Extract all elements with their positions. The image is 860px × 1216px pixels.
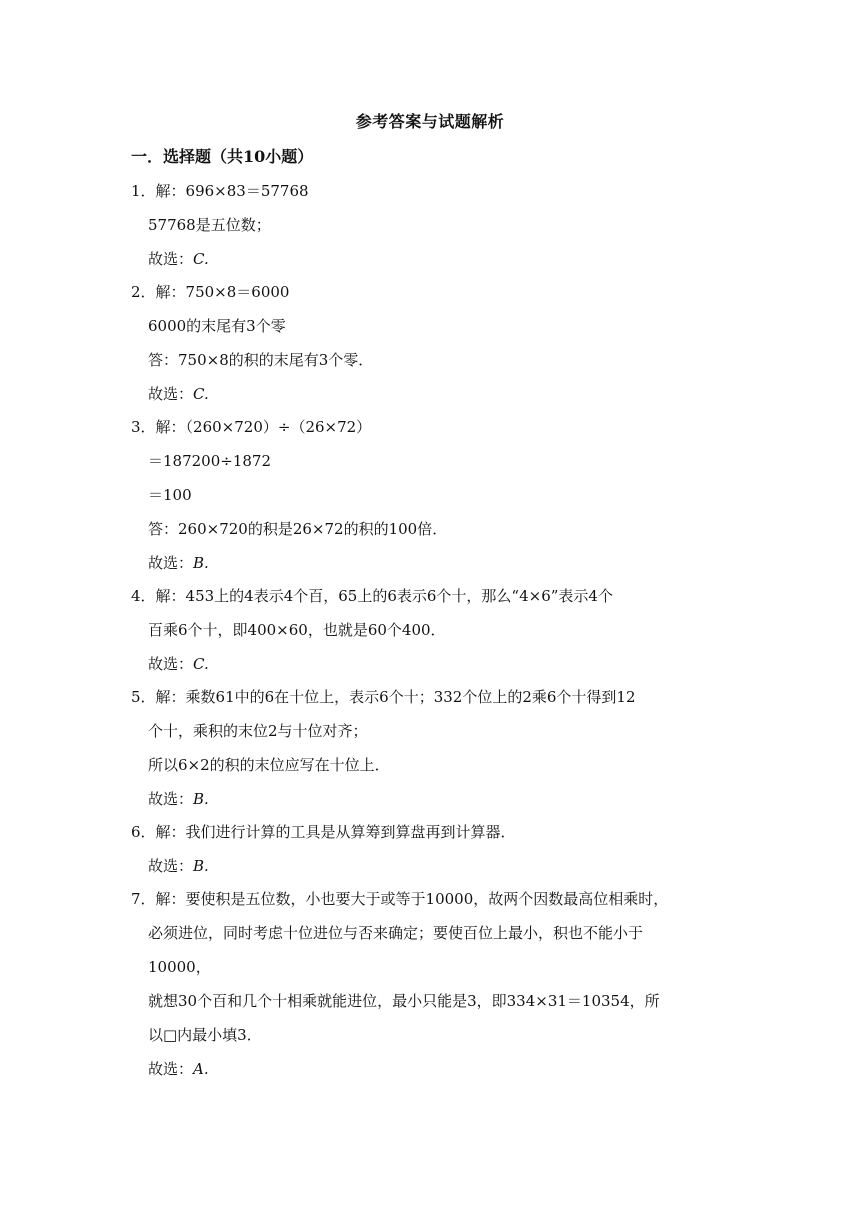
answer-3-line-4: 答：260×720的积是26×72的积的100倍．	[148, 520, 448, 538]
answer-6-line-1: 6．解：我们进行计算的工具是从算筹到算盘再到计算器．	[131, 823, 516, 841]
choice-letter: B.	[193, 790, 209, 808]
choice-prefix: 故选：	[148, 790, 194, 808]
answer-7-choice	[148, 1058, 209, 1080]
answer-3-line-3: ＝100	[148, 486, 192, 504]
answer-3-line-1: 3．解：（260×720）÷（26×72）	[131, 418, 372, 436]
choice-letter: B.	[193, 857, 209, 875]
choice-letter: B.	[193, 554, 209, 572]
answer-3-line-2: ＝187200÷1872	[148, 452, 272, 470]
answer-4-choice	[148, 653, 209, 675]
choice-letter: C.	[193, 655, 209, 673]
answer-6-choice	[148, 855, 209, 877]
choice-prefix: 故选：	[148, 1060, 194, 1078]
choice-prefix: 故选：	[148, 250, 194, 268]
answer-7-line-3: 10000，	[148, 958, 211, 976]
answer-7-line-4: 就想30个百和几个十相乘就能进位，最小只能是3，即334×31＝10354，所	[148, 992, 660, 1010]
choice-prefix: 故选：	[148, 655, 194, 673]
choice-letter: C.	[193, 250, 209, 268]
choice-prefix: 故选：	[148, 385, 194, 403]
answer-3-choice	[148, 552, 209, 574]
answer-7-line-1: 7．解：要使积是五位数，小也要大于或等于10000，故两个因数最高位相乘时，	[131, 890, 669, 908]
answer-5-line-1: 5．解：乘数61中的6在十位上，表示6个十；332个位上的2乘6个十得到12	[131, 688, 636, 706]
answer-2-line-3: 答：750×8的积的末尾有3个零．	[148, 351, 374, 369]
answer-7-line-2: 必须进位，同时考虑十位进位与否来确定；要使百位上最小，积也不能小于	[148, 924, 644, 942]
answer-1-line-1: 1．解：696×83＝57768	[131, 182, 309, 200]
page-title: 参考答案与试题解析	[355, 112, 505, 131]
choice-prefix: 故选：	[148, 857, 194, 875]
choice-letter: C.	[193, 385, 209, 403]
answer-4-line-2: 百乘6个十，即400×60，也就是60个400．	[148, 621, 446, 639]
choice-prefix: 故选：	[148, 554, 194, 572]
answer-5-choice	[148, 788, 209, 810]
answer-1-choice	[148, 248, 209, 270]
answer-2-choice	[148, 383, 209, 405]
section-heading: 一．选择题（共10小题）	[131, 147, 314, 166]
answer-4-line-1: 4．解：453上的4表示4个百，65上的6表示6个十，那么“4×6”表示4个	[131, 587, 613, 605]
choice-letter: A.	[193, 1060, 209, 1078]
answer-2-line-1: 2．解：750×8＝6000	[131, 283, 290, 301]
answer-2-line-2: 6000的末尾有3个零	[148, 317, 286, 335]
answer-1-line-2: 57768是五位数；	[148, 216, 271, 234]
answer-5-line-3: 所以6×2的积的末位应写在十位上．	[148, 756, 390, 774]
answer-7-line-5: 以□内最小填3．	[148, 1026, 262, 1044]
answer-5-line-2: 个十，乘积的末位2与十位对齐；	[148, 722, 368, 740]
